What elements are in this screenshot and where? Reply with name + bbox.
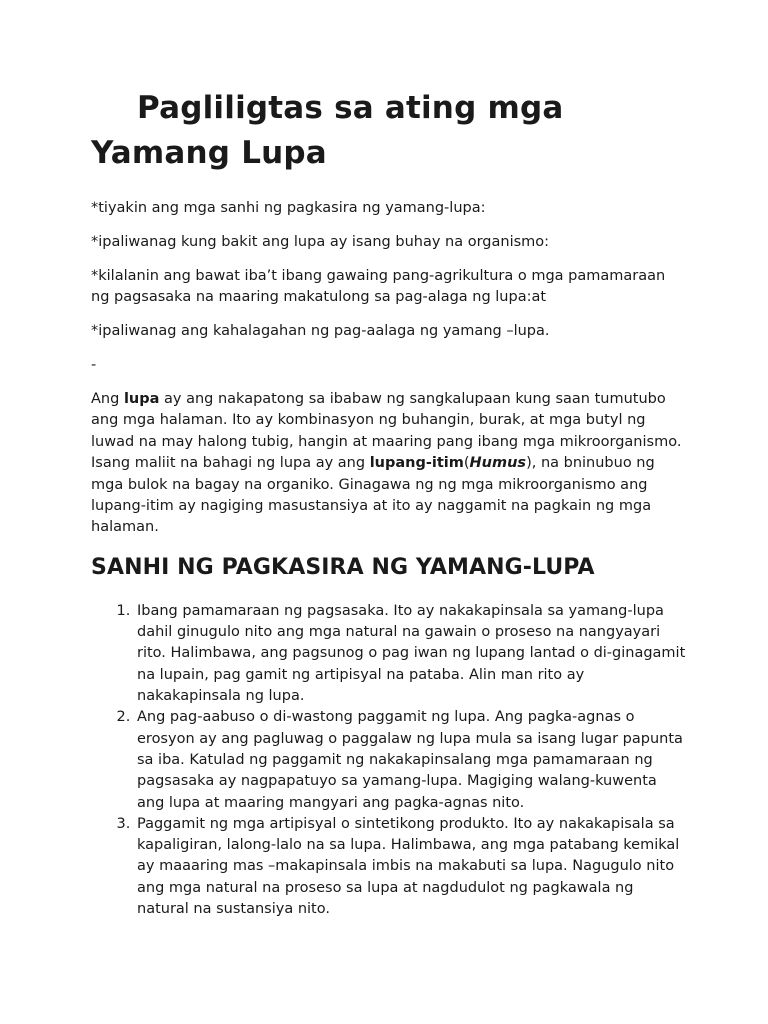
intro-term-humus: Humus (469, 455, 527, 472)
intro-paragraph (91, 389, 688, 539)
document-title (91, 86, 688, 176)
section-heading: SANHI NG PAGKASIRA NG YAMANG-LUPA (91, 554, 595, 580)
intro-term-lupa: lupa (123, 391, 160, 407)
objective-4: *ipaliwanag ang kahalagahan ng pag-aalaga ng yamang –lupa. (91, 323, 550, 339)
intro-text-3: ( (463, 455, 470, 472)
cause-item-2: 2. Ang pag-aabuso o di-wastong paggamit ng lupa. Ang pagka-agnas o erosyon ay ang pagluwag o paggalaw ng lupa mula sa isang lugar papunta sa iba. Katulad ng paggamit ng nakakapinsalang mga pamamaraan ng pagsasaka ay nagpapatuyo sa yamang-lupa. Magiging walang-kuwenta ang lupa at maaring mangyari ang pagka-agnas nito. (135, 707, 688, 813)
objective-1: *tiyakin ang mga sanhi ng pagkasira ng yamang-lupa: (91, 200, 486, 216)
cause-item-1: 1. Ibang pamamaraan ng pagsasaka. Ito ay nakakapinsala sa yamang-lupa dahil ginugulo nito ang mga natural na gawain o proseso na nangyayari rito. Halimbawa, ang pagsunog o pag iwan ng lupang lantad o di-ginagamit na lupain, pag gamit ng artipisyal na pataba. Alin man rito ay nakakapinsala ng lupa. (135, 601, 688, 707)
intro-term-lupang-itim: lupang-itim (369, 455, 464, 472)
intro-text-2: ay ang nakapatong sa ibabaw ng sangkalupaan kung saan tumutubo ang mga halaman. Ito ay kombinasyon ng buhangin, burak, at mga butyl ng luwad na may halong tubig, hangin at maaring pang ibang mga mikroorganismo. Isang maliit na bahagi ng lupa ay ang (91, 391, 682, 472)
title-line-1: Pagliligtas sa ating mga (137, 90, 564, 126)
intro-text-1: Ang (91, 391, 124, 407)
title-line-2: Yamang Lupa (91, 135, 327, 171)
dash-line: - (91, 357, 97, 373)
objective-2: *ipaliwanag kung bakit ang lupa ay isang buhay na organismo: (91, 234, 550, 250)
objective-3: *kilalanin ang bawat iba’t ibang gawaing pang-agrikultura o mga pamamaraan ng pagsasaka na maaring makatulong sa pag-alaga ng lupa:at (91, 268, 666, 305)
intro-text-4: ), na bninubuo ng mga bulok na bagay na organiko. Ginagawa ng ng mga mikroorganismo ang lupang-itim ay nagiging masustansiya at ito ay naggamit na pagkain ng mga halaman. (91, 455, 655, 536)
causes-list (91, 601, 688, 920)
cause-item-3: 3. Paggamit ng mga artipisyal o sintetikong produkto. Ito ay nakakapisala sa kapaligiran, lalong-lalo na sa lupa. Halimbawa, ang mga patabang kemikal ay maaaring mas –makapinsala imbis na makabuti sa lupa. Nagugulo nito ang mga natural na proseso sa lupa at nagdudulot ng pagkawala ng natural na sustansiya nito. (135, 814, 688, 920)
